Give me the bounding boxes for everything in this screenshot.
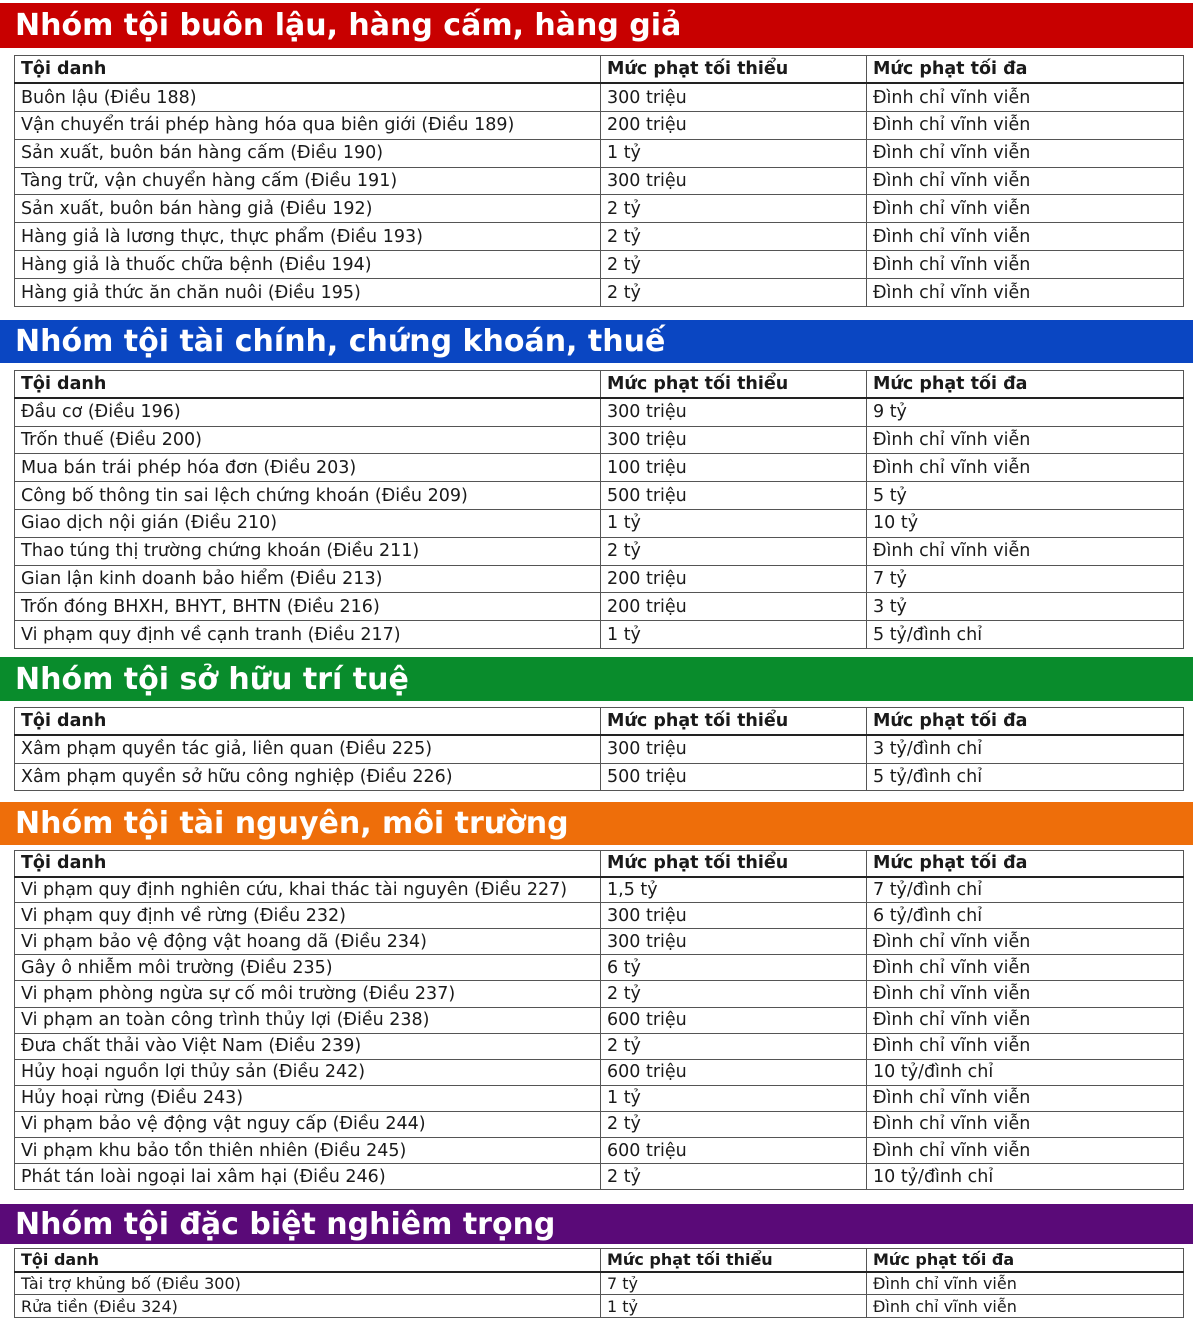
table-row [15,398,1184,426]
table-row [15,482,1184,510]
table-row [15,735,1184,763]
header-max-fine: Mức phạt tối đa [867,56,1184,84]
cell-min-fine: 600 triệu [601,1059,867,1085]
table-row [15,929,1184,955]
cell-min-fine: 300 triệu [601,426,867,454]
cell-min-fine: 300 triệu [601,398,867,426]
cell-offense: Phát tán loài ngoại lai xâm hại (Điều 246) [15,1164,601,1190]
cell-offense: Sản xuất, buôn bán hàng cấm (Điều 190) [15,139,601,167]
cell-min-fine: 1 tỷ [601,139,867,167]
cell-max-fine: 3 tỷ [867,593,1184,621]
table-row [15,593,1184,621]
cell-max-fine: Đình chỉ vĩnh viễn [867,111,1184,139]
cell-offense: Trốn đóng BHXH, BHYT, BHTN (Điều 216) [15,593,601,621]
section-title-finance: Nhóm tội tài chính, chứng khoán, thuế [0,320,1193,363]
table-row [15,955,1184,981]
cell-min-fine: 200 triệu [601,565,867,593]
table-row [15,981,1184,1007]
cell-offense: Hàng giả là thuốc chữa bệnh (Điều 194) [15,251,601,279]
cell-offense: Hàng giả thức ăn chăn nuôi (Điều 195) [15,279,601,307]
cell-min-fine: 7 tỷ [601,1272,867,1295]
cell-min-fine: 300 triệu [601,167,867,195]
table-row [15,139,1184,167]
cell-offense: Vi phạm bảo vệ động vật hoang dã (Điều 234) [15,929,601,955]
table-row [15,1272,1184,1295]
cell-offense: Giao dịch nội gián (Điều 210) [15,509,601,537]
cell-max-fine: 10 tỷ [867,509,1184,537]
table-finance [14,370,1184,649]
cell-max-fine: Đình chỉ vĩnh viễn [867,1111,1184,1137]
cell-min-fine: 1 tỷ [601,1295,867,1318]
header-max-fine: Mức phạt tối đa [867,851,1184,877]
cell-offense: Sản xuất, buôn bán hàng giả (Điều 192) [15,195,601,223]
cell-max-fine: Đình chỉ vĩnh viễn [867,251,1184,279]
cell-max-fine: Đình chỉ vĩnh viễn [867,167,1184,195]
table-header-row [15,371,1184,399]
cell-offense: Rửa tiền (Điều 324) [15,1295,601,1318]
cell-offense: Vi phạm bảo vệ động vật nguy cấp (Điều 244) [15,1111,601,1137]
table-row [15,454,1184,482]
cell-min-fine: 2 tỷ [601,1164,867,1190]
cell-offense: Trốn thuế (Điều 200) [15,426,601,454]
section-title-smuggling: Nhóm tội buôn lậu, hàng cấm, hàng giả [0,3,1193,48]
cell-max-fine: Đình chỉ vĩnh viễn [867,426,1184,454]
cell-min-fine: 2 tỷ [601,1111,867,1137]
table-environment [14,850,1184,1190]
cell-offense: Xâm phạm quyền tác giả, liên quan (Điều 225) [15,735,601,763]
header-offense: Tội danh [15,1249,601,1272]
table-row [15,621,1184,649]
cell-min-fine: 500 triệu [601,482,867,510]
cell-offense: Thao túng thị trường chứng khoán (Điều 211) [15,537,601,565]
cell-offense: Gây ô nhiễm môi trường (Điều 235) [15,955,601,981]
cell-max-fine: Đình chỉ vĩnh viễn [867,195,1184,223]
table-intellectual-property [14,707,1184,791]
cell-min-fine: 300 triệu [601,929,867,955]
table-row [15,223,1184,251]
cell-max-fine: 5 tỷ [867,482,1184,510]
cell-offense: Tàng trữ, vận chuyển hàng cấm (Điều 191) [15,167,601,195]
cell-min-fine: 600 triệu [601,1138,867,1164]
cell-max-fine: Đình chỉ vĩnh viễn [867,955,1184,981]
header-min-fine: Mức phạt tối thiểu [601,1249,867,1272]
cell-min-fine: 300 triệu [601,903,867,929]
table-header-row [15,1249,1184,1272]
cell-min-fine: 2 tỷ [601,981,867,1007]
cell-min-fine: 1 tỷ [601,1085,867,1111]
cell-min-fine: 300 triệu [601,735,867,763]
cell-max-fine: Đình chỉ vĩnh viễn [867,139,1184,167]
cell-min-fine: 300 triệu [601,83,867,111]
section-title-environment: Nhóm tội tài nguyên, môi trường [0,802,1193,845]
cell-offense: Đầu cơ (Điều 196) [15,398,601,426]
table-row [15,111,1184,139]
header-offense: Tội danh [15,371,601,399]
table-row [15,1111,1184,1137]
table-row [15,509,1184,537]
cell-min-fine: 200 triệu [601,593,867,621]
table-row [15,1164,1184,1190]
cell-max-fine: Đình chỉ vĩnh viễn [867,83,1184,111]
table-row [15,877,1184,903]
cell-min-fine: 2 tỷ [601,223,867,251]
cell-min-fine: 1 tỷ [601,509,867,537]
header-max-fine: Mức phạt tối đa [867,371,1184,399]
section-title-intellectual-property: Nhóm tội sở hữu trí tuệ [0,657,1193,701]
header-min-fine: Mức phạt tối thiểu [601,708,867,736]
table-row [15,1085,1184,1111]
cell-offense: Vi phạm khu bảo tồn thiên nhiên (Điều 245) [15,1138,601,1164]
table-row [15,167,1184,195]
table-row [15,83,1184,111]
table-row [15,251,1184,279]
cell-max-fine: 5 tỷ/đình chỉ [867,621,1184,649]
cell-max-fine: Đình chỉ vĩnh viễn [867,1295,1184,1318]
cell-offense: Vi phạm quy định về cạnh tranh (Điều 217) [15,621,601,649]
table-row [15,537,1184,565]
table-row [15,1007,1184,1033]
header-min-fine: Mức phạt tối thiểu [601,56,867,84]
cell-min-fine: 1,5 tỷ [601,877,867,903]
cell-min-fine: 2 tỷ [601,195,867,223]
cell-min-fine: 2 tỷ [601,1033,867,1059]
cell-min-fine: 500 triệu [601,763,867,791]
table-row [15,1295,1184,1318]
cell-offense: Công bố thông tin sai lệch chứng khoán (Điều 209) [15,482,601,510]
cell-max-fine: 6 tỷ/đình chỉ [867,903,1184,929]
header-min-fine: Mức phạt tối thiểu [601,371,867,399]
table-row [15,903,1184,929]
cell-max-fine: Đình chỉ vĩnh viễn [867,929,1184,955]
table-row [15,195,1184,223]
cell-max-fine: 7 tỷ/đình chỉ [867,877,1184,903]
table-row [15,1138,1184,1164]
header-min-fine: Mức phạt tối thiểu [601,851,867,877]
table-row [15,1033,1184,1059]
cell-offense: Gian lận kinh doanh bảo hiểm (Điều 213) [15,565,601,593]
cell-offense: Tài trợ khủng bố (Điều 300) [15,1272,601,1295]
table-especially-serious [14,1248,1184,1318]
header-offense: Tội danh [15,56,601,84]
table-row [15,565,1184,593]
cell-max-fine: 9 tỷ [867,398,1184,426]
cell-offense: Hủy hoại rừng (Điều 243) [15,1085,601,1111]
cell-max-fine: Đình chỉ vĩnh viễn [867,279,1184,307]
cell-offense: Xâm phạm quyền sở hữu công nghiệp (Điều 226) [15,763,601,791]
cell-min-fine: 100 triệu [601,454,867,482]
cell-offense: Vi phạm quy định nghiên cứu, khai thác tài nguyên (Điều 227) [15,877,601,903]
table-header-row [15,708,1184,736]
cell-max-fine: Đình chỉ vĩnh viễn [867,1007,1184,1033]
cell-offense: Vi phạm phòng ngừa sự cố môi trường (Điều 237) [15,981,601,1007]
cell-min-fine: 2 tỷ [601,537,867,565]
table-row [15,279,1184,307]
cell-min-fine: 2 tỷ [601,251,867,279]
cell-min-fine: 2 tỷ [601,279,867,307]
cell-min-fine: 1 tỷ [601,621,867,649]
table-row [15,1059,1184,1085]
cell-max-fine: 3 tỷ/đình chỉ [867,735,1184,763]
cell-min-fine: 200 triệu [601,111,867,139]
table-header-row [15,56,1184,84]
cell-max-fine: Đình chỉ vĩnh viễn [867,1272,1184,1295]
cell-offense: Vi phạm an toàn công trình thủy lợi (Điều 238) [15,1007,601,1033]
cell-offense: Vận chuyển trái phép hàng hóa qua biên giới (Điều 189) [15,111,601,139]
cell-max-fine: 5 tỷ/đình chỉ [867,763,1184,791]
cell-offense: Buôn lậu (Điều 188) [15,83,601,111]
cell-max-fine: Đình chỉ vĩnh viễn [867,454,1184,482]
cell-offense: Vi phạm quy định về rừng (Điều 232) [15,903,601,929]
cell-min-fine: 6 tỷ [601,955,867,981]
header-max-fine: Mức phạt tối đa [867,1249,1184,1272]
cell-max-fine: Đình chỉ vĩnh viễn [867,1085,1184,1111]
cell-offense: Đưa chất thải vào Việt Nam (Điều 239) [15,1033,601,1059]
cell-offense: Hủy hoại nguồn lợi thủy sản (Điều 242) [15,1059,601,1085]
table-header-row [15,851,1184,877]
table-row [15,763,1184,791]
cell-offense: Hàng giả là lương thực, thực phẩm (Điều 193) [15,223,601,251]
cell-offense: Mua bán trái phép hóa đơn (Điều 203) [15,454,601,482]
header-max-fine: Mức phạt tối đa [867,708,1184,736]
table-row [15,426,1184,454]
cell-max-fine: Đình chỉ vĩnh viễn [867,981,1184,1007]
cell-min-fine: 600 triệu [601,1007,867,1033]
cell-max-fine: 10 tỷ/đình chỉ [867,1164,1184,1190]
cell-max-fine: 7 tỷ [867,565,1184,593]
header-offense: Tội danh [15,708,601,736]
section-title-especially-serious: Nhóm tội đặc biệt nghiêm trọng [0,1204,1193,1244]
table-smuggling [14,55,1184,307]
cell-max-fine: 10 tỷ/đình chỉ [867,1059,1184,1085]
cell-max-fine: Đình chỉ vĩnh viễn [867,223,1184,251]
cell-max-fine: Đình chỉ vĩnh viễn [867,1033,1184,1059]
cell-max-fine: Đình chỉ vĩnh viễn [867,537,1184,565]
cell-max-fine: Đình chỉ vĩnh viễn [867,1138,1184,1164]
header-offense: Tội danh [15,851,601,877]
